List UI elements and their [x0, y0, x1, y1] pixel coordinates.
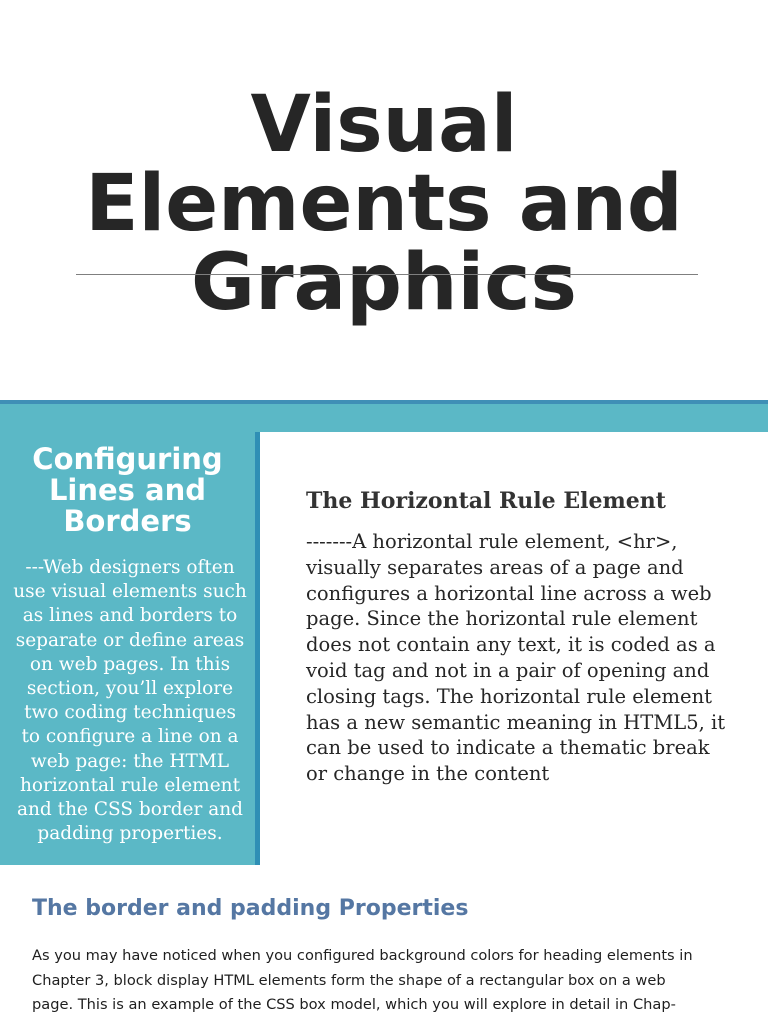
slide-title-line: Elements and [85, 159, 683, 249]
section-body-text: -------A horizontal rule element, <hr>, visually separates areas of a page and configures a horizontal line across a web page. Since the horizontal rule element does not contain any text, it is coded as a void tag and not in a pair of opening and closing tags. The horizontal rule element has a new semantic meaning in HTML5, it can be used to indicate a thematic break or change in the content [306, 530, 726, 786]
sidebar-panel [0, 432, 260, 865]
sidebar-heading-line: Lines and [48, 473, 207, 507]
section-heading: The Horizontal Rule Element [306, 488, 666, 514]
teal-header-band [0, 400, 768, 432]
sidebar-heading [0, 444, 255, 537]
slide-title-line: Visual [250, 80, 518, 170]
title-area [0, 0, 768, 400]
excerpt-line: As you may have noticed when you configured background colors for heading elements in [32, 947, 693, 964]
excerpt-line: page. This is an example of the CSS box model, which you will explore in detail in Chap- [32, 996, 676, 1013]
title-divider [76, 274, 698, 275]
excerpt-body-text [32, 944, 752, 1018]
sidebar-body-text: ---Web designers often use visual elements such as lines and borders to separate or define areas on web pages. In this section, you’ll explore two coding techniques to configure a line on a web page: the HTML horizontal rule element and the CSS border and padding properties. [13, 557, 247, 845]
excerpt-line: Chapter 3, block display HTML elements form the shape of a rectangular box on a web [32, 971, 666, 989]
excerpt-heading: The border and padding Properties [32, 896, 469, 921]
sidebar-heading-line: Borders [63, 504, 192, 538]
sidebar-heading-line: Configuring [32, 442, 223, 476]
slide-title [0, 80, 768, 328]
slide-title-line: Graphics [191, 238, 577, 328]
